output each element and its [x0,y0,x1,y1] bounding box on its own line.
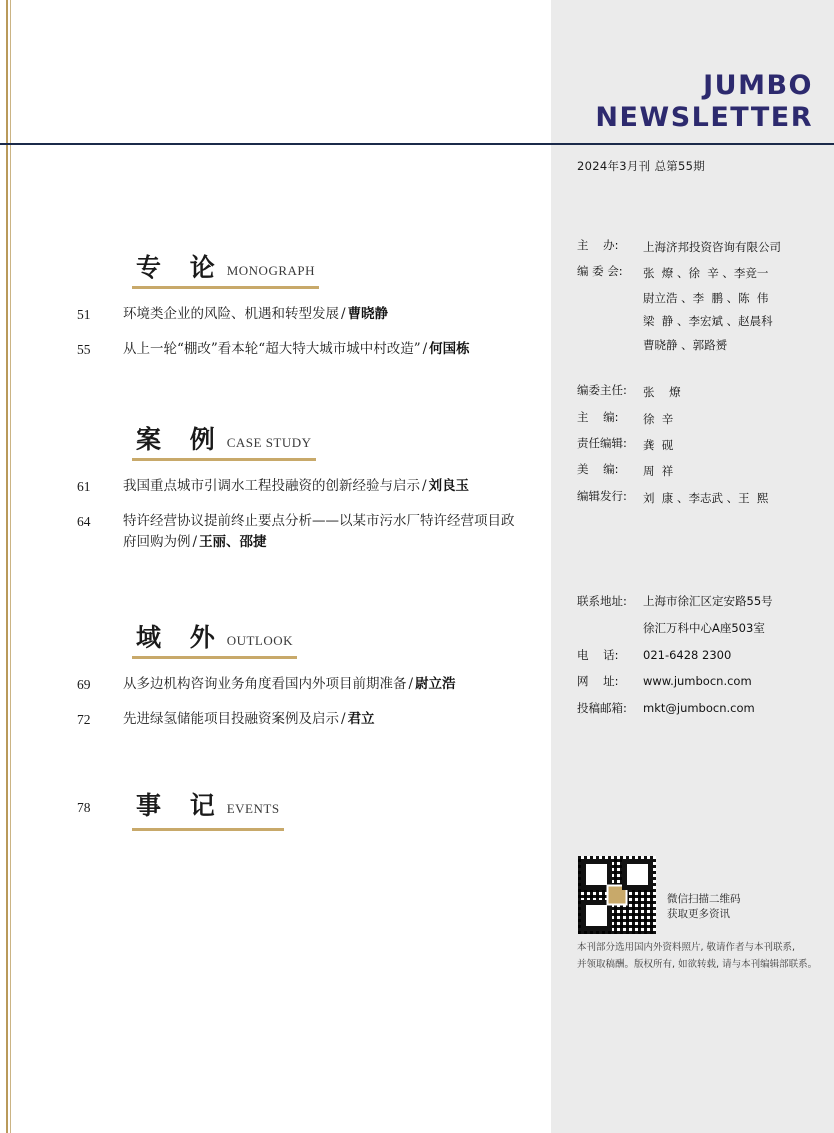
credit-continuation: 曹晓静 、郭路赟 [643,337,728,352]
left-gold-rule-secondary [10,0,11,1133]
section-underline [132,286,319,289]
credit-row-chief-editor [577,409,827,426]
entry-list [77,476,517,553]
entry-text [123,476,517,497]
entry-list [77,304,517,361]
credit-key: 主 办: [577,238,619,252]
entry-separator: / [192,533,198,550]
section-underline [132,828,284,831]
toc-entry-events[interactable] [77,787,517,828]
credit-key: 责任编辑: [577,436,627,450]
publication-logo [577,70,813,134]
entry-page-number: 69 [77,676,91,692]
entry-author: 刘良玉 [428,477,470,494]
section-title-en: EVENTS [226,801,280,817]
credit-row-board-director [577,385,827,399]
credit-continuation: 梁 静 、李宏斌 、赵晨科 [643,314,773,329]
credit-row-publisher [577,240,827,254]
credit-row-managing-editor [577,438,827,452]
credits-block [577,240,827,517]
credits-spacer [577,363,827,385]
credit-value: 龚 砚 [643,438,674,452]
email-link[interactable]: mkt@jumbocn.com [643,701,755,716]
website-link[interactable]: www.jumbocn.com [643,674,752,689]
entry-author: 君立 [347,710,375,727]
credit-continuation: 尉立浩 、李 鹏 、陈 伟 [643,290,769,305]
entry-separator: / [341,306,346,322]
credit-key: 美 编: [577,462,619,477]
credit-value: 徐 辛 [643,411,674,426]
toc-entry[interactable] [77,674,517,696]
entry-author: 何国栋 [429,340,470,357]
contact-key: 网 址: [577,674,619,689]
contact-block [577,595,827,729]
section-title-en: CASE STUDY [226,434,312,450]
credit-key: 编辑发行: [577,488,627,503]
toc-entry[interactable] [77,304,517,326]
section-spacer [77,743,517,787]
entry-separator: / [408,675,414,692]
credit-key: 编委主任: [577,383,627,398]
section-heading [132,787,284,828]
qr-code-icon [577,855,657,935]
toc-section-monograph [77,248,517,361]
section-heading [132,420,316,458]
entry-text [123,674,517,695]
table-of-contents [77,248,517,841]
section-title-en: OUTLOOK [226,632,294,648]
entry-separator: / [422,477,427,494]
toc-entry[interactable] [77,476,517,498]
section-heading [132,618,297,656]
logo-line-2: NEWSLETTER [595,101,813,133]
section-underline [132,458,316,461]
section-title-cn: 事 记 [136,791,225,821]
entry-text [123,511,517,553]
contact-row-address [577,595,827,609]
toc-section-case-study [77,420,517,553]
toc-entry[interactable] [77,709,517,731]
copyright-notice [577,940,829,973]
contact-value: 021-6428 2300 [643,647,732,662]
contact-row-website[interactable] [577,675,827,689]
contact-row-phone [577,649,827,663]
left-gold-rule [6,0,8,1133]
entry-page-number: 61 [77,478,91,494]
copyright-line-1: 本刊部分选用国内外资料照片, 敬请作者与本刊联系, [577,942,796,953]
entry-text [123,304,517,325]
entry-page-number: 64 [77,513,91,529]
contact-address-line2: 徐汇万科中心A座503室 [643,620,765,635]
entry-title: 从多边机构咨询业务角度看国内外项目前期准备 [123,675,407,692]
qr-section [577,855,741,935]
header-divider-left [0,143,551,145]
toc-section-outlook [77,618,517,731]
entry-page-number: 51 [77,307,91,322]
credit-value: 刘 康 、李志武 、王 熙 [643,490,769,505]
entry-author: 尉立浩 [415,675,456,692]
issue-info: 2024年3月刊 总第55期 [577,159,706,173]
credit-row-editorial-board [577,266,827,280]
entry-separator: / [422,340,428,357]
entry-title: 先进绿氢储能项目投融资案例及启示 [123,710,339,727]
entry-separator: / [341,710,346,727]
entry-text [123,709,517,730]
section-title-en: MONOGRAPH [226,263,316,278]
section-title-cn: 专 论 [136,253,225,282]
entry-page-number: 78 [77,799,91,815]
credit-value: 张 燎 [643,385,681,400]
qr-caption [667,892,741,936]
entry-title: 我国重点城市引调水工程投融资的创新经验与启示 [123,477,420,494]
section-title-cn: 案 例 [136,424,225,454]
contact-value: 上海市徐汇区定安路55号 [643,594,773,608]
section-spacer [77,374,517,420]
section-title-cn: 域 外 [136,622,225,652]
credit-row-art-editor [577,464,827,478]
masthead-panel [551,0,834,1133]
credit-key: 主 编: [577,409,619,424]
entry-title: 从上一轮“棚改”看本轮“超大特大城市城中村改造” [123,340,421,357]
credit-key: 编 委 会: [577,264,623,279]
entry-page-number: 72 [77,711,91,727]
entry-author: 王丽、邵捷 [199,533,267,550]
qr-center-logo [607,885,628,906]
entry-text [123,339,517,360]
credit-value: 张 燎 、徐 辛 、李竞一 [643,266,769,281]
header-divider-right [551,143,834,145]
contact-row-email[interactable] [577,702,827,716]
entry-title: 环境类企业的风险、机遇和转型发展 [123,306,339,322]
toc-section-events [77,787,517,828]
entry-title: 特许经营协议提前终止要点分析——以某市污水厂特许经营项目政府回购为例 [123,512,515,550]
credit-value: 上海济邦投资咨询有限公司 [643,240,781,254]
contact-key: 联系地址: [577,594,627,608]
credit-value: 周 祥 [643,464,674,479]
entry-list [77,674,517,731]
contact-key: 投稿邮箱: [577,701,627,716]
qr-caption-line-2: 获取更多资讯 [667,908,730,921]
qr-caption-line-1: 微信扫描二维码 [667,892,741,905]
entry-author: 曹晓静 [347,306,389,322]
toc-entry[interactable] [77,511,517,553]
section-underline [132,656,297,659]
logo-line-1: JUMBO [703,70,813,101]
credit-row-distribution [577,488,827,505]
copyright-line-2: 并领取稿酬。版权所有, 如欲转载, 请与本刊编辑部联系。 [577,958,818,970]
toc-entry[interactable] [77,339,517,361]
contact-key: 电 话: [577,647,619,662]
section-spacer [77,566,517,618]
section-heading [132,248,319,286]
entry-page-number: 55 [77,341,91,357]
